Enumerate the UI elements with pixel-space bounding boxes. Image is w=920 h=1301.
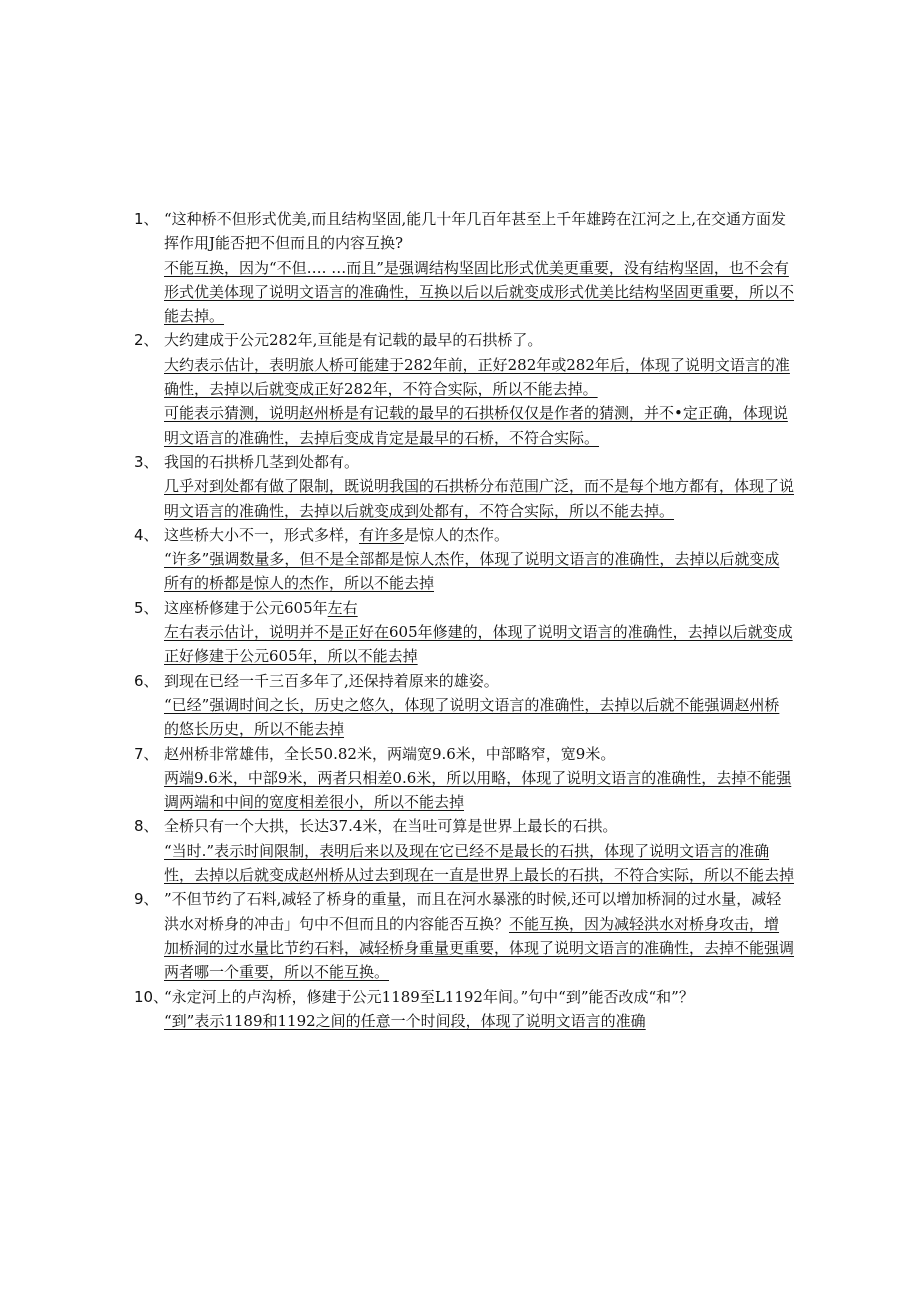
answer-text: “到”表示1189和1192之间的任意一个时间段，体现了说明文语言的准确	[164, 1011, 646, 1030]
item-body	[164, 742, 794, 815]
answer-text-2: 可能表示猜测，说明赵州桥是有记载的最早的石拱桥仅仅是作者的猜测，并不•定正确，体现说明文语言的准确性，去掉后变成肯定是最早的石桥，不符合实际。	[164, 404, 788, 447]
item-body	[164, 887, 794, 984]
list-item	[134, 523, 794, 596]
answer-text: 两端9.6米，中部9米，两者只相差0.6米，所以用略，体现了说明文语言的准确性，去掉不能强调两端和中间的宽度相差很小，所以不能去掉	[164, 768, 792, 812]
question-text-pre: 这些桥大小不一，形式多样，	[164, 525, 360, 544]
list-item	[134, 887, 794, 984]
item-number: 8、	[134, 817, 159, 836]
item-body	[164, 596, 794, 669]
question-text	[164, 523, 794, 547]
question-text-main: ”不但节约了石料,减轻了桥身的重量，而且在河水暴涨的时候,还可以增加桥洞的过水量，减轻洪水对桥身的冲击」句中不但而且的内容能否互换？	[164, 890, 782, 933]
question-text: 全桥只有一个大拱，长达37.4米，在当吐可算是世界上最长的石拱。	[164, 817, 618, 836]
list-item	[134, 207, 794, 328]
item-body	[164, 523, 794, 596]
answer-text: “许多”强调数量多，但不是全部都是惊人杰作，体现了说明文语言的准确性，去掉以后就变成所有的桥都是惊人的杰作，所以不能去掉	[164, 550, 780, 593]
answer-text: “当时.”表示时间限制，表明后来以及现在它已经不是最长的石拱，体现了说明文语言的准确性，去掉以后就变成赵州桥从过去到现在一直是世界上最长的石拱，不符合实际，所以不能去掉	[164, 841, 795, 885]
item-number: 1、	[134, 210, 159, 228]
question-list	[134, 207, 794, 1033]
item-body	[164, 207, 794, 328]
question-text	[164, 596, 794, 620]
item-number: 2、	[134, 331, 159, 350]
answer-text: 几乎对到处都有做了限制，既说明我国的石拱桥分布范围广泛，而不是每个地方都有，体现了说明文语言的准确性，去掉以后就变成到处都有，不符合实际，所以不能去掉。	[164, 477, 795, 520]
question-text: 我国的石拱桥几茎到处都有。	[164, 452, 360, 471]
list-item	[134, 985, 794, 1034]
list-item	[134, 814, 794, 887]
item-number: 5、	[134, 598, 159, 617]
answer-text: 左右表示估计，说明并不是正好在605年修建的，体现了说明文语言的准确性，去掉以后就变成正好修建于公元605年，所以不能去掉	[164, 623, 793, 666]
question-keyword: 有许多	[359, 525, 405, 544]
question-text: 到现在已经一千三百多年了,还保持着原来的雄姿。	[164, 671, 499, 690]
item-body	[164, 985, 794, 1034]
list-item	[134, 742, 794, 815]
answer-text: “已经”强调时间之长，历史之悠久，体现了说明文语言的准确性，去掉以后就不能强调赵州桥的悠长历史，所以不能去掉	[164, 695, 780, 739]
item-number: 6、	[134, 671, 159, 690]
answer-text: 不能互换，因为减轻洪水对桥身攻击，增加桥洞的过水量比节约石料，减轻桥身重量更重要，体现了说明文语言的准确性，去掉不能强调两者哪一个重要，所以不能互换。	[164, 914, 795, 982]
answer-text: 不能互换，因为“不但…. …而且”是强调结构坚固比形式优美更重要，没有结构坚固，也不会有形式优美体现了说明文语言的准确性，互换以后以后就变成形式优美比结构坚固更重要，所以不能去掉。	[164, 258, 795, 326]
item-body	[164, 814, 794, 887]
list-item	[134, 596, 794, 669]
list-item	[134, 669, 794, 742]
question-keyword: 左右	[327, 598, 358, 617]
item-number: 4、	[134, 525, 159, 544]
list-item	[134, 328, 794, 449]
question-text-pre: 这座桥修建于公元605年	[164, 598, 328, 617]
question-text: “永定河上的卢沟桥，修建于公元1189至L1192年间。”句中“到”能否改成“和”？	[164, 987, 694, 1006]
question-text: 赵州桥非常雄伟，全长50.82米，两端宽9.6米，中部略窄，宽9米。	[164, 744, 616, 763]
question-text: “这种桥不但形式优美,而且结构坚固,能几十年几百年甚至上千年雄跨在江河之上,在交通方面发挥作用J能否把不但而且的内容互换?	[164, 210, 786, 253]
item-number: 10、	[134, 987, 169, 1006]
item-body	[164, 328, 794, 449]
question-text: 大约建成于公元282年,亘能是有记载的最早的石拱桥了。	[164, 331, 543, 350]
question-text	[164, 887, 794, 984]
question-text-post: 是惊人的杰作。	[404, 525, 510, 544]
item-number: 9、	[134, 890, 159, 909]
list-item	[134, 450, 794, 523]
answer-text: 大约表示估计，表明旅人桥可能建于282年前，正好282年或282年后，体现了说明文语言的准确性，去掉以后就变成正好282年，不符合实际，所以不能去掉。	[164, 355, 790, 399]
item-number: 3、	[134, 452, 159, 471]
item-body	[164, 669, 794, 742]
item-number: 7、	[134, 744, 159, 763]
item-body	[164, 450, 794, 523]
